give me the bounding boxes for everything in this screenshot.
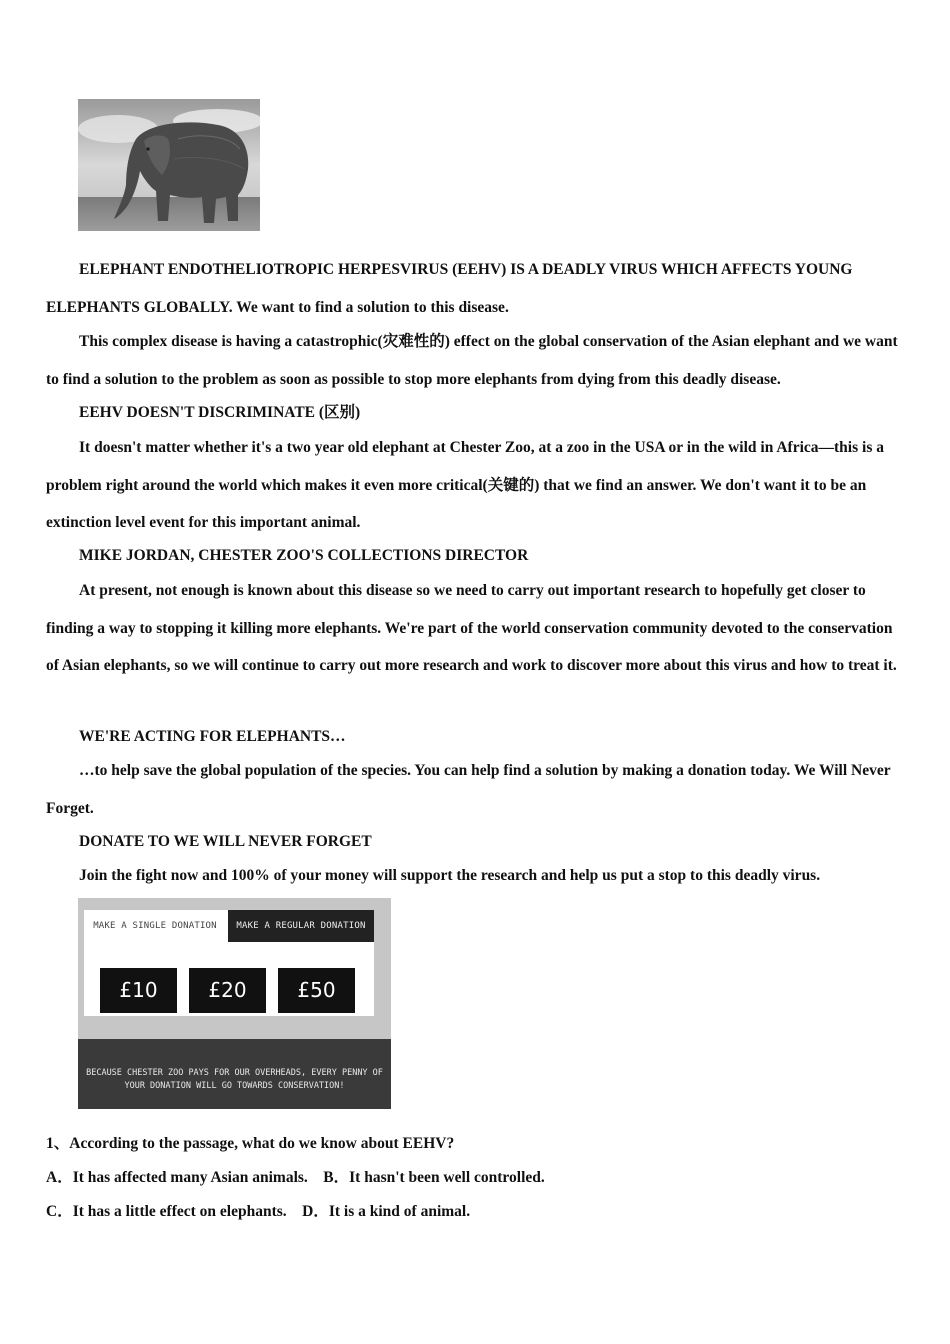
heading-acting: WE'RE ACTING FOR ELEPHANTS… (79, 728, 346, 745)
donation-footer-note: BECAUSE CHESTER ZOO PAYS FOR OUR OVERHEADS, EVERY PENNY OF YOUR DONATION WILL GO TOWARDS CONSERVATION! (78, 1039, 391, 1109)
heading-donate: DONATE TO WE WILL NEVER FORGET (79, 833, 372, 850)
elephant-photo (78, 99, 260, 231)
tab-regular-donation[interactable]: MAKE A REGULAR DONATION (228, 910, 374, 942)
donate-10-button[interactable]: £10 (100, 968, 177, 1013)
paragraph-6: Join the fight now and 100% of your money will support the research and help us put a stop to this deadly virus. (79, 867, 821, 884)
paragraph-4: At present, not enough is known about this disease so we need to carry out important research to hopefully get closer to finding a way to stopping it killing more elephants. We're part of the world conservation community devoted to the conservation of Asian elephants, so we will continue to carry out more research and work to discover more about this virus and how to treat it. (46, 582, 897, 674)
donation-widget (78, 898, 391, 1109)
paragraph-3: It doesn't matter whether it's a two year old elephant at Chester Zoo, at a zoo in the USA or in the wild in Africa—this is a problem right around the world which makes it even more critical(关键的) that we find an answer. We don't want it to be an extinction level event for this important animal. (46, 439, 884, 531)
question-options-cd: C．It has a little effect on elephants. D．It is a kind of animal. (46, 1203, 471, 1220)
paragraph-2: This complex disease is having a catastrophic(灾难性的) effect on the global conservation of the Asian elephant and we want to find a solution to the problem as soon as possible to stop more elephants from dying from this deadly disease. (46, 333, 898, 388)
donate-50-button[interactable]: £50 (278, 968, 355, 1013)
heading-mike-jordan: MIKE JORDAN, CHESTER ZOO'S COLLECTIONS DIRECTOR (79, 547, 529, 564)
question-stem: 1、According to the passage, what do we know about EEHV? (46, 1135, 455, 1152)
elephant-image (78, 99, 260, 231)
tab-single-donation[interactable]: MAKE A SINGLE DONATION (84, 910, 226, 942)
heading-discriminate: EEHV DOESN'T DISCRIMINATE (区别) (79, 404, 361, 421)
paragraph-5: …to help save the global population of the species. You can help find a solution by making a donation today. We Will Never Forget. (46, 762, 891, 817)
paragraph-1: ELEPHANT ENDOTHELIOTROPIC HERPESVIRUS (EEHV) IS A DEADLY VIRUS WHICH AFFECTS YOUNG ELEPHANTS GLOBALLY. We want to find a solution to this disease. (46, 261, 853, 316)
question-options-ab: A．It has affected many Asian animals. B．It hasn't been well controlled. (46, 1169, 545, 1186)
donate-20-button[interactable]: £20 (189, 968, 266, 1013)
donation-panel (84, 910, 374, 1016)
